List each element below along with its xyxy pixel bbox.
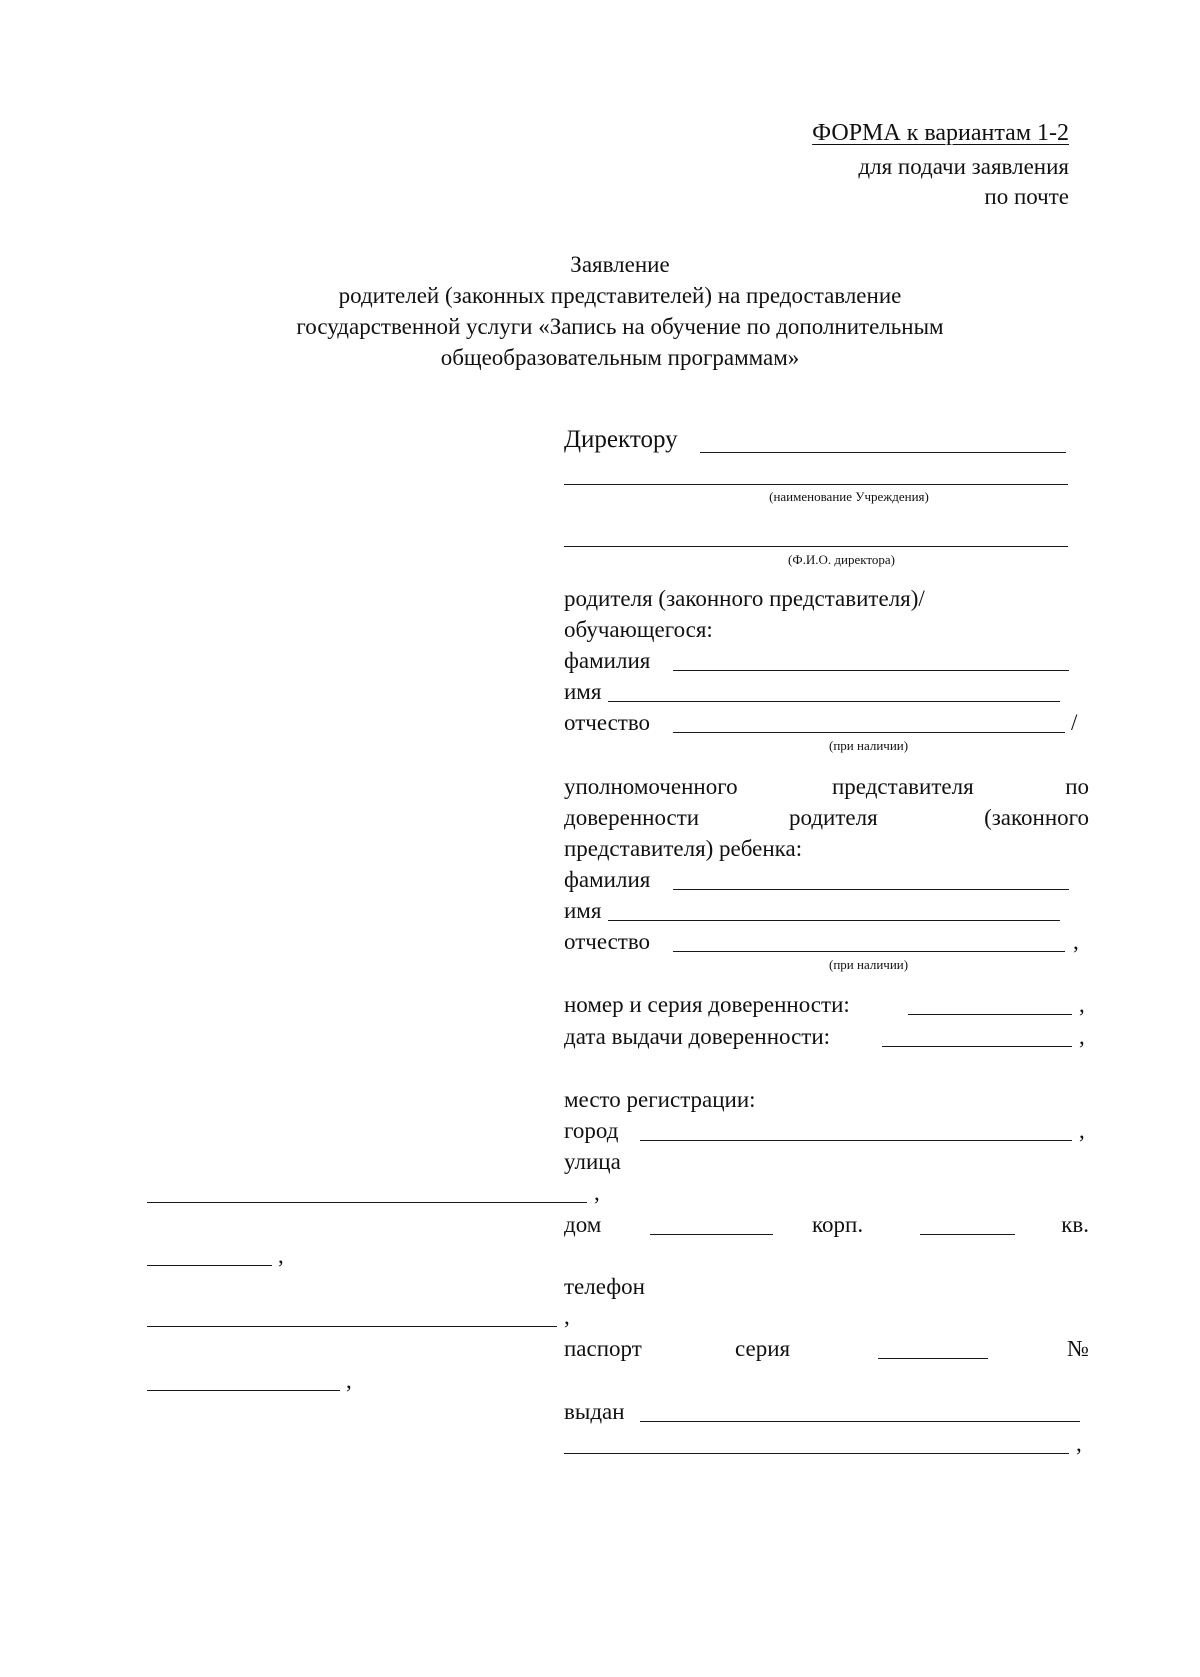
- city-comma: ,: [1079, 1118, 1085, 1143]
- parent-patronymic-hint: (при наличии): [829, 738, 909, 753]
- building-field[interactable]: [920, 1234, 1015, 1235]
- submission-method-line1: для подачи заявления: [858, 154, 1069, 179]
- city-field[interactable]: [640, 1140, 1072, 1141]
- phone-comma: ,: [564, 1304, 570, 1329]
- representative-patronymic-label: отчество: [564, 929, 651, 954]
- representative-surname-label: фамилия: [564, 867, 651, 892]
- parent-surname-field[interactable]: [673, 670, 1069, 671]
- apartment-comma: ,: [278, 1243, 284, 1268]
- proxy-number-comma: ,: [1079, 992, 1085, 1017]
- form-reference: ФОРМА к вариантам 1-2: [812, 120, 1069, 146]
- representative-patronymic-hint: (при наличии): [829, 957, 909, 972]
- representative-word-1: уполномоченного: [564, 774, 738, 799]
- parent-slash: /: [1071, 710, 1078, 735]
- house-label: дом: [564, 1212, 602, 1237]
- representative-name-field[interactable]: [608, 920, 1060, 921]
- representative-heading-3: представителя) ребенка:: [564, 836, 803, 861]
- apartment-label: кв.: [1061, 1212, 1089, 1237]
- street-label: улица: [564, 1149, 621, 1174]
- title-line-4: общеобразовательным программам»: [440, 345, 800, 370]
- director-label: Директору: [564, 426, 678, 453]
- parent-surname-label: фамилия: [564, 648, 651, 673]
- proxy-date-label: дата выдачи доверенности:: [564, 1024, 831, 1049]
- representative-surname-field[interactable]: [673, 889, 1069, 890]
- parent-name-field[interactable]: [608, 701, 1060, 702]
- representative-patronymic-comma: ,: [1073, 929, 1079, 954]
- representative-word-2: представителя: [832, 774, 974, 799]
- parent-patronymic-field[interactable]: [673, 732, 1065, 733]
- representative-name-label: имя: [564, 898, 602, 923]
- issued-by-label: выдан: [564, 1399, 625, 1424]
- proxy-date-field[interactable]: [882, 1046, 1072, 1047]
- parent-patronymic-label: отчество: [564, 710, 651, 735]
- passport-number-comma: ,: [346, 1368, 352, 1393]
- representative-word-6: (законного: [984, 805, 1089, 830]
- passport-series-field[interactable]: [878, 1358, 988, 1359]
- representative-word-3: по: [1065, 774, 1089, 799]
- issued-by-field[interactable]: [640, 1421, 1080, 1422]
- parent-name-label: имя: [564, 679, 602, 704]
- house-field[interactable]: [650, 1234, 773, 1235]
- passport-series-label: серия: [735, 1336, 791, 1361]
- apartment-field[interactable]: [147, 1265, 272, 1266]
- street-comma: ,: [594, 1180, 600, 1205]
- institution-field[interactable]: [564, 484, 1068, 485]
- parent-heading-1: родителя (законного представителя)/: [564, 586, 925, 611]
- title-line-3: государственной услуги «Запись на обучение по дополнительным: [296, 314, 944, 339]
- director-field[interactable]: [700, 452, 1066, 453]
- proxy-number-field[interactable]: [908, 1014, 1072, 1015]
- parent-heading-2: обучающегося:: [564, 617, 713, 642]
- registration-heading: место регистрации:: [564, 1087, 756, 1112]
- director-name-field[interactable]: [564, 546, 1068, 547]
- representative-patronymic-field[interactable]: [673, 951, 1065, 952]
- phone-label: телефон: [564, 1274, 645, 1299]
- document-title: Заявление: [570, 252, 670, 277]
- street-field[interactable]: [147, 1202, 587, 1203]
- passport-number-field[interactable]: [147, 1390, 340, 1391]
- building-label: корп.: [812, 1212, 864, 1237]
- passport-number-sign: №: [1067, 1336, 1089, 1361]
- director-name-hint: (Ф.И.О. директора): [788, 552, 895, 567]
- representative-word-4: доверенности: [564, 805, 700, 830]
- phone-field[interactable]: [147, 1326, 557, 1327]
- passport-label: паспорт: [564, 1336, 642, 1361]
- title-line-2: родителей (законных представителей) на предоставление: [338, 283, 902, 308]
- institution-hint: (наименование Учреждения): [769, 489, 929, 504]
- city-label: город: [564, 1118, 619, 1143]
- proxy-date-comma: ,: [1079, 1024, 1085, 1049]
- issued-by-field-continued[interactable]: [564, 1453, 1069, 1454]
- submission-method-line2: по почте: [984, 184, 1069, 209]
- proxy-number-label: номер и серия доверенности:: [564, 992, 850, 1017]
- representative-word-5: родителя: [789, 805, 878, 830]
- issued-by-comma: ,: [1076, 1431, 1082, 1456]
